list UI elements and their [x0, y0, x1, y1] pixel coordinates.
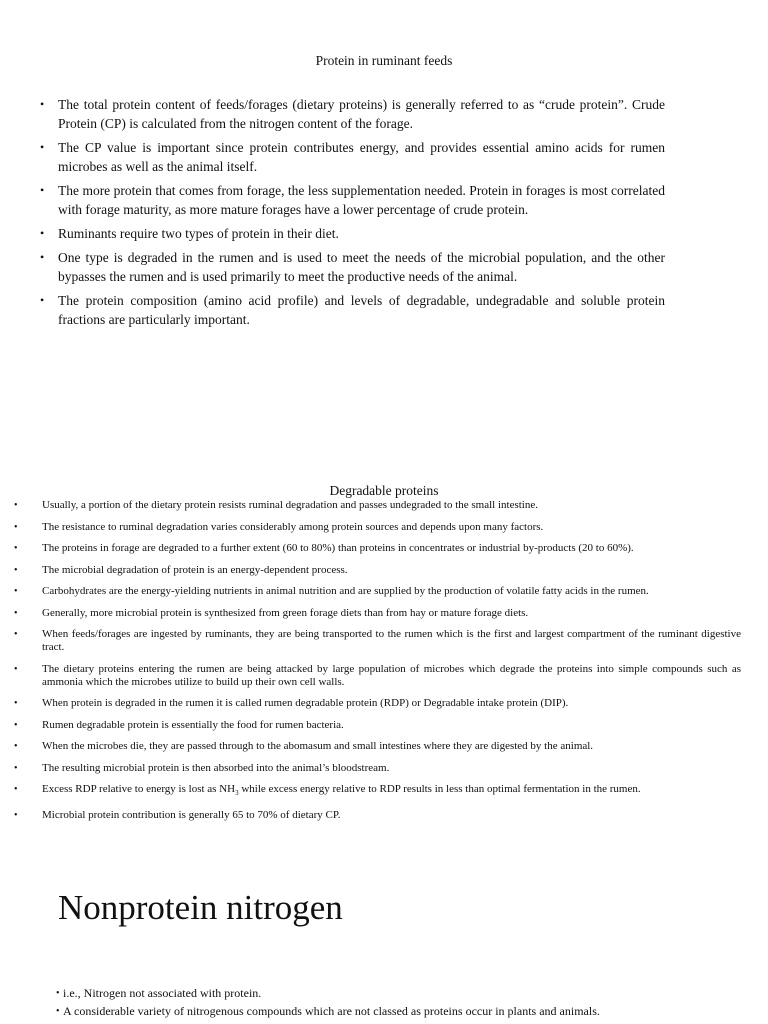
list-item: • i.e., Nitrogen not associated with protein. — [56, 986, 262, 1000]
list-item: • Generally, more microbial protein is synthesized from green forage diets than from hay or mature forage diets. — [14, 606, 529, 619]
bullet-icon: • — [14, 607, 18, 619]
bullet-icon: • — [40, 140, 45, 154]
list-item: • Rumen degradable protein is essentially the food for rumen bacteria. — [14, 718, 344, 731]
list-item: • The resulting microbial protein is then absorbed into the animal’s bloodstream. — [14, 761, 390, 774]
bullet-icon: • — [40, 250, 45, 264]
bullet-icon: • — [14, 586, 18, 597]
list-item: • A considerable variety of nitrogenous compounds which are not classed as proteins occur in plants and animals. — [56, 1004, 600, 1018]
list-item: • The resistance to ruminal degradation varies considerably among protein sources and depends upon many factors. — [14, 520, 544, 533]
list-item: • The dietary proteins entering the rumen are being attacked by large population of microbes which degrade the proteins into simple compounds such as ammonia which the microbes utilize to build up their own cell walls. — [14, 662, 741, 688]
list-item: • The protein composition (amino acid profile) and levels of degradable, undegradable and soluble protein fractions are particularly important. — [40, 293, 665, 327]
section-title-protein-in-ruminant-feeds: Protein in ruminant feeds — [315, 53, 453, 68]
list-item: • When feeds/forages are ingested by ruminants, they are being transported to the rumen which is the first and largest compartment of the ruminant digestive tract. — [14, 628, 741, 653]
section-title-degradable-proteins: Degradable proteins — [329, 483, 439, 498]
bullet-icon: • — [56, 988, 60, 999]
bullet-icon: • — [14, 719, 18, 731]
list-item: • Excess RDP relative to energy is lost as $NH_3$ while excess energy relative to RDP results in less than optimal fermentation in the rumen. — [14, 783, 641, 798]
bullet-icon: • — [14, 564, 18, 576]
protein-feeds-bullet-list — [40, 95, 665, 334]
bullet-icon: • — [14, 741, 18, 752]
bullet-icon: • — [40, 97, 45, 111]
list-item: • The microbial degradation of protein is an energy-dependent process. — [14, 563, 348, 576]
bullet-icon: • — [14, 543, 18, 554]
bullet-icon: • — [14, 698, 18, 709]
bullet-icon: • — [40, 226, 45, 240]
bullet-icon: • — [14, 809, 18, 821]
bullet-icon: • — [40, 293, 45, 307]
list-item: • The CP value is important since protein contributes energy, and provides essential amino acids for rumen microbes as well as the animal itself. — [40, 140, 665, 174]
bullet-icon: • — [14, 500, 18, 511]
bullet-icon: • — [14, 629, 18, 640]
list-item: • Microbial protein contribution is generally 65 to 70% of dietary CP. — [14, 808, 341, 821]
list-item: • Carbohydrates are the energy-yielding nutrients in animal nutrition and are supplied by the production of volatile fatty acids in the rumen. — [14, 585, 649, 597]
list-item: • The proteins in forage are degraded to a further extent (60 to 80%) than proteins in concentrates or industrial by-products (20 to 60%). — [14, 542, 634, 554]
list-item: • One type is degraded in the rumen and is used to meet the needs of the microbial population, and the other bypasses the rumen and is used primarily to meet the productive needs of the animal. — [40, 250, 665, 284]
bullet-icon: • — [14, 521, 18, 533]
list-item: • Ruminants require two types of protein in their diet. — [40, 226, 339, 241]
bullet-icon: • — [14, 762, 18, 774]
list-item: • When protein is degraded in the rumen it is called rumen degradable protein (RDP) or Degradable intake protein (DIP). — [14, 697, 569, 709]
bullet-icon: • — [14, 784, 18, 795]
list-item: • The more protein that comes from forage, the less supplementation needed. Protein in forages is most correlated with forage maturity, as more mature forages have a lower percentage of crude protein. — [40, 183, 665, 217]
list-item: • When the microbes die, they are passed through to the abomasum and small intestines where they are digested by the animal. — [14, 740, 594, 752]
degradable-proteins-bullet-list — [14, 499, 741, 830]
section-title-nonprotein-nitrogen: Nonprotein nitrogen — [58, 888, 343, 927]
bullet-icon: • — [14, 663, 18, 675]
list-item: • Usually, a portion of the dietary protein resists ruminal degradation and passes undegraded to the small intestine. — [14, 499, 538, 511]
list-item: • The total protein content of feeds/forages (dietary proteins) is generally referred to as “crude protein”. Crude Protein (CP) is calculated from the nitrogen content of the forage. — [40, 97, 665, 131]
bullet-icon: • — [56, 1006, 60, 1017]
nonprotein-nitrogen-bullet-list — [58, 986, 758, 1022]
bullet-icon: • — [40, 183, 45, 197]
